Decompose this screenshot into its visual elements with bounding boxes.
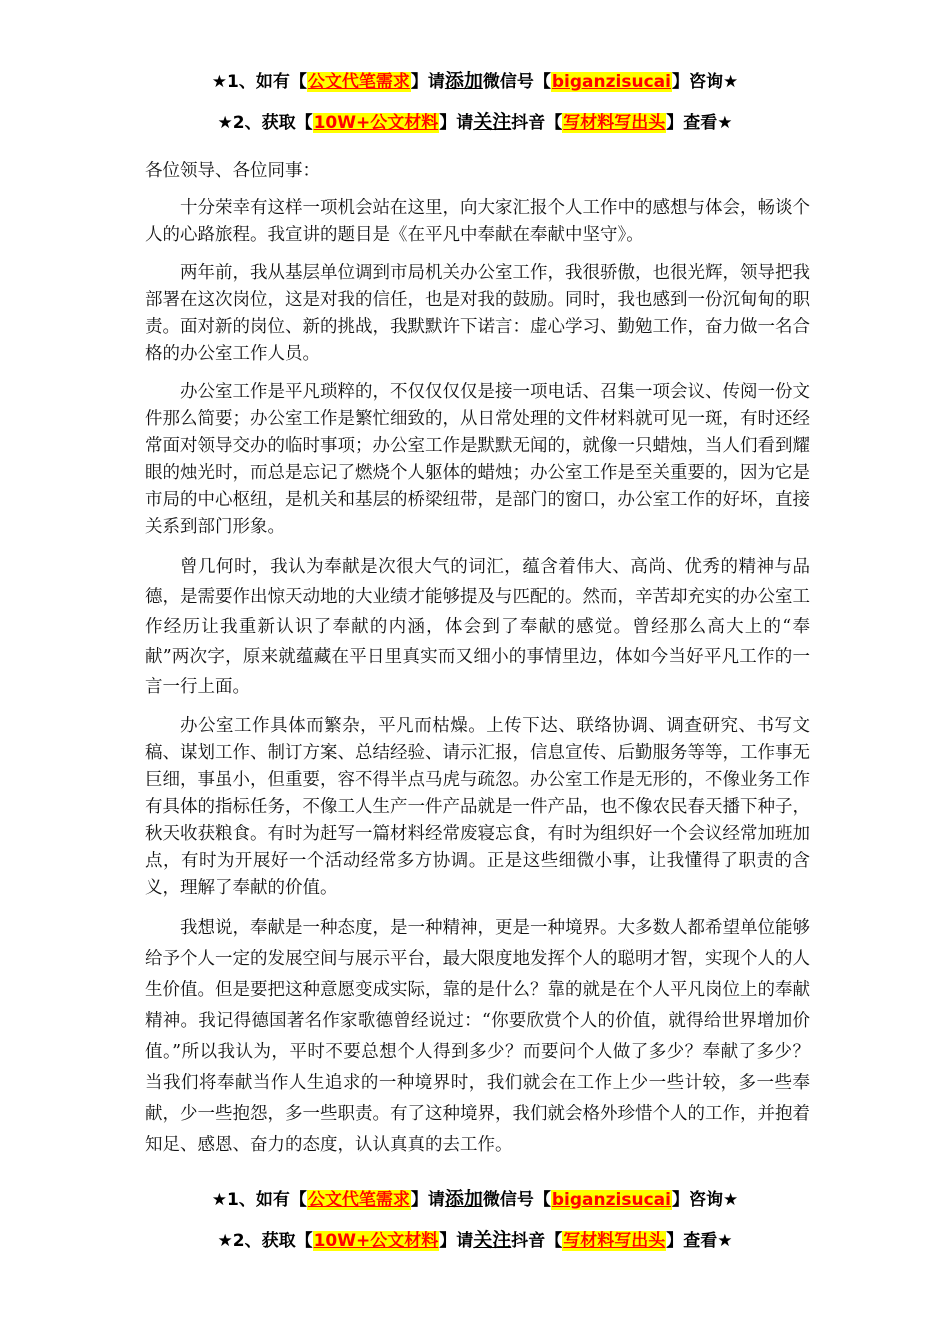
paragraph-2: 两年前，我从基层单位调到市局机关办公室工作，我很骄傲，也很光辉，领导把我部署在这次岗位，这是对我的信任，也是对我的鼓励。同时，我也感到一份沉甸甸的职责。面对新的岗位、新的挑战，我默默许下诺言：虚心学习、勤勉工作，奋力做一名合格的办公室工作人员。: [145, 263, 810, 364]
promo-banner-douyin-top: ★2、获取【10W+公文材料】请关注抖音【写材料写出头】查看★: [217, 111, 733, 133]
speech-body: [145, 158, 810, 1172]
highlight-ghostwriting: 公文代笔需求: [307, 1190, 410, 1210]
emphasis-follow: 关注: [473, 111, 512, 133]
promo-banner-wechat-top: ★1、如有【公文代笔需求】请添加微信号【biganzisucai】咨询★: [211, 70, 739, 92]
highlight-materials: 10W+公文材料: [313, 1231, 439, 1251]
highlight-wechat-id: biganzisucai: [551, 72, 671, 92]
promo-banner-wechat-bottom: ★1、如有【公文代笔需求】请添加微信号【biganzisucai】咨询★: [211, 1188, 739, 1210]
paragraph-1: 十分荣幸有这样一项机会站在这里，向大家汇报个人工作中的感想与体会，畅谈个人的心路旅程。我宣讲的题目是《在平凡中奉献在奉献中坚守》。: [145, 198, 810, 245]
emphasis-add: 添加: [444, 70, 483, 92]
paragraph-3: 办公室工作是平凡琐粹的，不仅仅仅仅是接一项电话、召集一项会议、传阅一份文件那么简要；办公室工作是繁忙细致的，从日常处理的文件材料就可见一斑，有时还经常面对领导交办的临时事项；办公室工作是默默无闻的，就像一只蜡烛，当人们看到耀眼的烛光时，而总是忘记了燃烧个人躯体的蜡烛；办公室工作是至关重要的，因为它是市局的中心枢纽，是机关和基层的桥梁纽带，是部门的窗口，办公室工作的好坏，直接关系到部门形象。: [145, 382, 810, 537]
salutation: 各位领导、各位同事：: [145, 161, 320, 181]
highlight-materials: 10W+公文材料: [313, 113, 439, 133]
paragraph-4: 曾几何时，我认为奉献是次很大气的词汇，蕴含着伟大、高尚、优秀的精神与品德，是需要作出惊天动地的大业绩才能够提及与匹配的。然而，辛苦却充实的办公室工作经历让我重新认识了奉献的内涵，体会到了奉献的感觉。曾经那么高大上的“奉献”两次字，原来就蕴藏在平日里真实而又细小的事情里边，体如今当好平凡工作的一言一行上面。: [145, 557, 810, 697]
emphasis-add: 添加: [444, 1188, 483, 1210]
highlight-wechat-id: biganzisucai: [551, 1190, 671, 1210]
paragraph-6: 我想说，奉献是一种态度，是一种精神，更是一种境界。大多数人都希望单位能够给予个人一定的发展空间与展示平台，最大限度地发挥个人的聪明才智，实现个人的人生价值。但是要把这种意愿变成实际，靠的是什么？靠的就是在个人平凡岗位上的奉献精神。我记得德国著名作家歌德曾经说过：“你要欣赏个人的价值，就得给世界增加价值。”所以我认为，平时不要总想个人得到多少？而要问个人做了多少？奉献了多少？当我们将奉献当作人生追求的一种境界时，我们就会在工作上少一些计较，多一些奉献，少一些抱怨，多一些职责。有了这种境界，我们就会格外珍惜个人的工作，并抱着知足、感恩、奋力的态度，认认真真的去工作。: [145, 918, 810, 1155]
promo-banner-douyin-bottom: ★2、获取【10W+公文材料】请关注抖音【写材料写出头】查看★: [217, 1229, 733, 1251]
emphasis-follow: 关注: [473, 1229, 512, 1251]
highlight-ghostwriting: 公文代笔需求: [307, 72, 410, 92]
highlight-douyin-account: 写材料写出头: [563, 113, 666, 133]
highlight-douyin-account: 写材料写出头: [563, 1231, 666, 1251]
paragraph-5: 办公室工作具体而繁杂，平凡而枯燥。上传下达、联络协调、调查研究、书写文稿、谋划工作、制订方案、总结经验、请示汇报，信息宣传、后勤服务等等，工作事无巨细，事虽小，但重要，容不得半点马虎与疏忽。办公室工作是无形的，不像业务工作有具体的指标任务，不像工人生产一件产品就是一件产品，也不像农民春天播下种子，秋天收获粮食。有时为赶写一篇材料经常废寝忘食，有时为组织好一个会议经常加班加点，有时为开展好一个活动经常多方协调。正是这些细微小事，让我懂得了职责的含义，理解了奉献的价值。: [145, 716, 810, 898]
